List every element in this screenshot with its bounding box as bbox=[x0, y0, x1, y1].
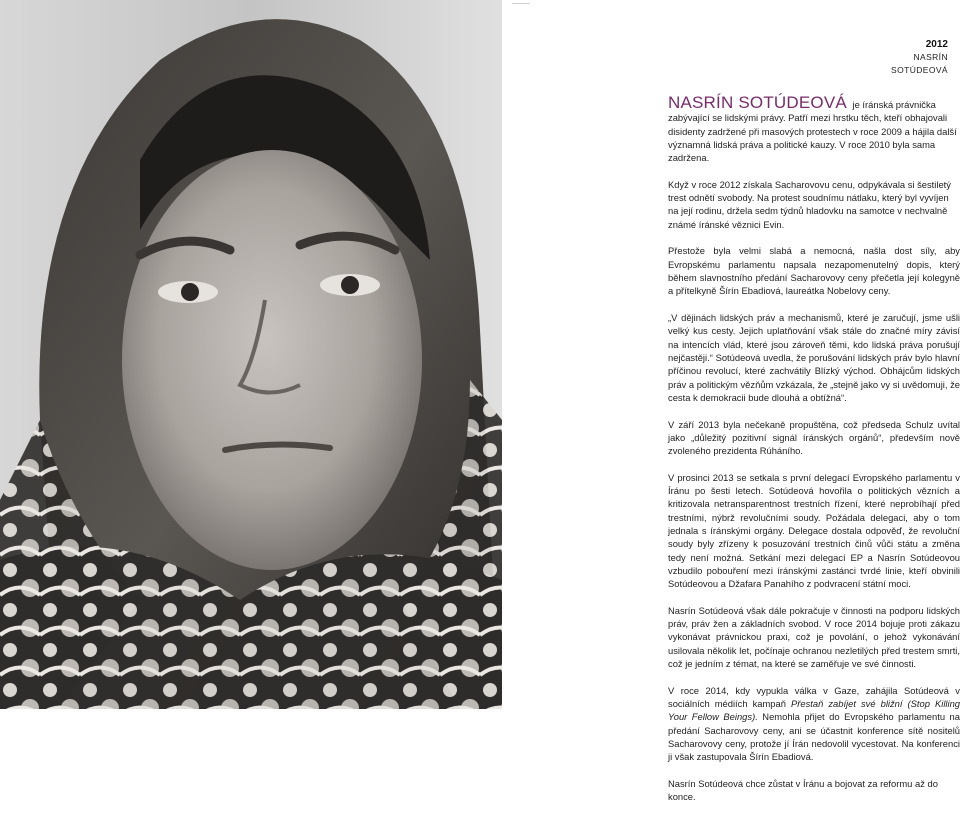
paragraph-8 bbox=[668, 684, 960, 764]
page-divider bbox=[512, 3, 530, 4]
paragraph-4: „V dějinách lidských práv a mechanismů, které je zaručují, jsme ušli velký kus cesty. Jejich uplatňování však stále do značné míry závisí na intencích vlád, které jsou zároveň těmi, kdo lidská práva porušují nejčastěji.“ Sotúdeová uvedla, že porušování lidských práv bylo hlavní příčinou revolucí, které zachvátily Blízký východ. Obhájcům lidských práv a politickým vězňům vzkázala, že „stejně jako vy si uvědomuji, že cesta k demokracii bude dlouhá a obtížná“. bbox=[668, 312, 960, 403]
paragraph-2: Když v roce 2012 získala Sacharovovu cenu, odpykávala si šestiletý trest odnětí svobody. Na protest soudnímu nátlaku, který byl vyvíjen na její rodinu, držela sedm týdnů hladovku na samotce v nechvalně známé íránské věznici Evin. bbox=[668, 178, 951, 230]
paragraph-7: Nasrín Sotúdeová však dále pokračuje v činnosti na podporu lidských práv, práv žen a základních svobod. V roce 2014 bojuje proti zákazu vykonávat právnickou praxi, což je povolání, o jehož vykonávání usilovala několik let, počínaje ochranou nezletilých před trestem smrti, což je jedním z témat, na které se zaměřuje ve své činnosti. bbox=[668, 604, 960, 670]
header-year: 2012 bbox=[925, 39, 948, 50]
article-title: NASRÍN SOTÚDEOVÁ bbox=[668, 93, 847, 112]
portrait-photo bbox=[0, 0, 502, 709]
portrait-image bbox=[0, 0, 502, 709]
paragraph-8-end: Nemohla přijet do Evropského parlamentu na předání Sacharovovy ceny, ani se účastnit konference sítě nositelů Sacharovovy ceny, protože jí Írán nedovolil vycestovat. Na konferenci ji však zastupovala Šírín Ebadiová. bbox=[668, 711, 960, 763]
header-first-name: NASRÍN bbox=[913, 52, 948, 62]
paragraph-3: Přestože byla velmi slabá a nemocná, našla dost síly, aby Evropskému parlamentu napsala nezapomenutelný dopis, který během slavnostního předání Sacharovovy ceny přečetla její kolegyně a přítelkyně Šírín Ebadiová, laureátka Nobelovy ceny. bbox=[668, 245, 960, 297]
paragraph-8-start: V roce 2014, kdy vypukla válka v Gaze, zahájila Sotúdeová v sociálních médiích kampaň bbox=[668, 684, 960, 710]
paragraph-5: V září 2013 byla nečekaně propuštěna, což předseda Schulz uvítal jako „důležitý pozitivní signál íránských orgánů“, především nově zvoleného prezidenta Rúháního. bbox=[668, 418, 960, 457]
page-header bbox=[891, 38, 948, 77]
paragraph-intro bbox=[668, 93, 960, 164]
paragraph-6: V prosinci 2013 se setkala s první delegací Evropského parlamentu v Íránu po šesti letech. Sotúdeová hovořila o politických vězních a kritizovala netransparentnost trestních řízení, které neprobíhají před trestními, nýbrž revolučními soudy. Požádala delegaci, aby o tom jednala s íránskými orgány. Delegace dostala odpověď, že revoluční soudy byly zřízeny k posuzování trestních činů vůči státu a změna tedy není možná. Setkání mezi delegací EP a Nasrín Sotúdeovou vzbudilo pobouření mezi íránskými zastánci tvrdé linie, kteří obvinili Sotúdeovou a Džafara Panahího z podvracení státní moci. bbox=[668, 471, 960, 590]
paragraph-9: Nasrín Sotúdeová chce zůstat v Íránu a bojovat za reformu až do konce. bbox=[668, 777, 938, 803]
paragraph-intro-text: je íránská právnička zabývající se lidskými právy. Patří mezi hrstku těch, kteří obhajovali disidenty zadržené při masových protestech v roce 2009 a hájila další významná lidská práva a politické kauzy. V roce 2010 byla sama zadržena. bbox=[668, 99, 957, 164]
campaign-name: Přestaň zabíjet své bližní (Stop Killing Your Fellow Beings). bbox=[668, 698, 960, 723]
header-last-name: SOTÚDEOVÁ bbox=[891, 65, 948, 75]
